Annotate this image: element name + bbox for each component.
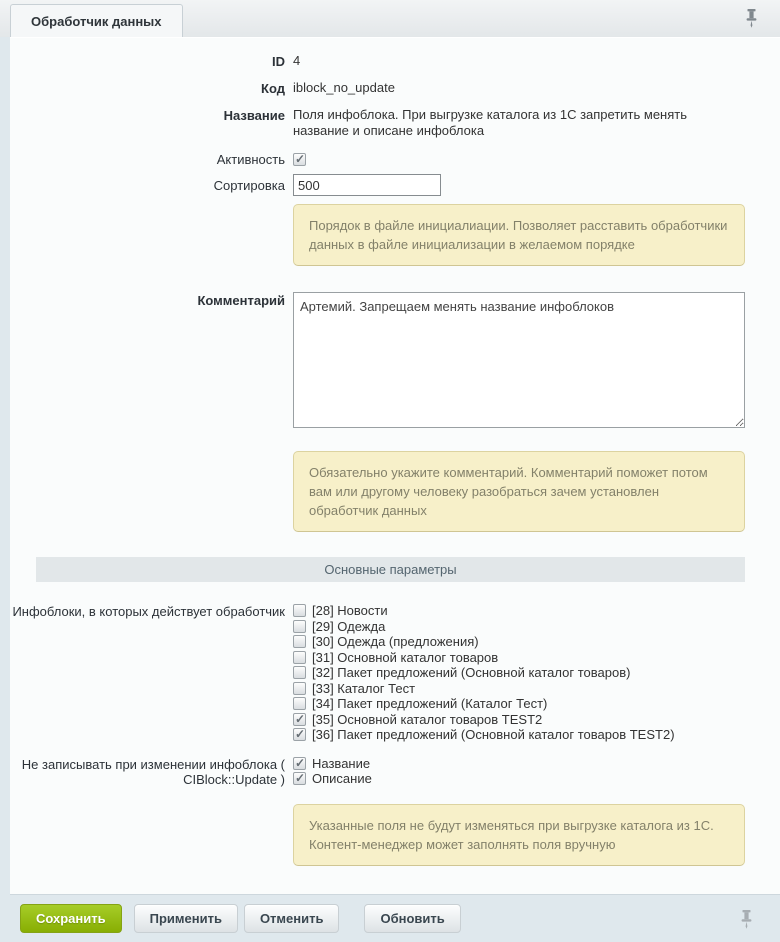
iblock-option [293,665,745,681]
field-row-code [10,80,780,96]
checkbox-label[interactable]: [32] Пакет предложений (Основной каталог товаров) [312,665,631,681]
no-update-option [293,756,745,772]
apply-button[interactable]: Применить [134,904,238,933]
note-row-comment [10,451,780,532]
checkbox[interactable] [293,635,306,648]
checkbox-label[interactable]: [33] Каталог Тест [312,680,416,696]
id-label: ID [272,54,285,69]
iblock-option [293,603,745,619]
sort-label: Сортировка [213,178,285,193]
iblock-option [293,619,745,635]
checkbox[interactable] [293,651,306,664]
tab-data-handler[interactable] [10,4,183,37]
code-label: Код [261,81,285,96]
checkbox-label[interactable]: Название [312,755,371,771]
field-row-no-update [10,756,780,788]
checkbox-label[interactable]: [36] Пакет предложений (Основной каталог товаров TEST2) [312,727,675,743]
iblock-option [293,681,745,697]
iblock-option [293,712,745,728]
checkbox[interactable] [293,620,306,633]
checkbox-label[interactable]: [35] Основной каталог товаров TEST2 [312,711,543,727]
checkbox[interactable] [293,697,306,710]
pin-icon[interactable] [740,910,753,932]
no-update-note: Указанные поля не будут изменяться при выгрузке каталога из 1С. Контент-менеджер может заполнять поля вручную [293,804,745,866]
iblock-option [293,634,745,650]
checkbox[interactable] [293,713,306,726]
checkbox[interactable] [293,772,306,785]
cancel-button[interactable]: Отменить [244,904,340,933]
comment-note: Обязательно укажите комментарий. Комментарий поможет потом вам или другому человеку разобраться зачем установлен обработчик данных [293,451,745,532]
iblocks-label: Инфоблоки, в которых действует обработчик [12,604,285,619]
note-row-sort [10,204,780,266]
note-row-no-update [10,804,780,866]
section-header-main-params: Основные параметры [36,557,745,582]
comment-textarea[interactable] [293,292,745,428]
iblock-option [293,727,745,743]
form-panel [10,37,780,895]
id-value: 4 [293,53,301,68]
no-update-option [293,771,745,787]
field-row-name [10,107,780,139]
tab-bar [0,0,780,37]
button-bar [0,904,780,933]
checkbox-label[interactable]: Описание [312,771,372,787]
active-label: Активность [216,152,285,167]
checkbox[interactable] [293,728,306,741]
checkbox[interactable] [293,757,306,770]
tab-label: Обработчик данных [31,14,162,29]
field-row-sort [10,174,780,196]
sort-note: Порядок в файле инициалиации. Позволяет расставить обработчики данных в файле инициализации в желаемом порядке [293,204,745,266]
checkbox-label[interactable]: [30] Одежда (предложения) [312,634,479,650]
checkbox[interactable] [293,604,306,617]
checkbox[interactable] [293,666,306,679]
no-update-checkbox-list [293,756,745,787]
no-update-label-line1: Не записывать при изменении инфоблока ( [21,756,285,772]
checkbox-label[interactable]: [34] Пакет предложений (Каталог Тест) [312,696,548,712]
iblock-checkbox-list [293,603,745,743]
name-label: Название [223,108,285,123]
field-row-id [10,53,780,69]
sort-input[interactable] [293,174,441,196]
name-value: Поля инфоблока. При выгрузке каталога из 1С запретить менять название и описане инфоблока [293,107,688,138]
pin-icon[interactable] [745,9,758,28]
field-row-iblocks [10,603,780,743]
checkbox-label[interactable]: [31] Основной каталог товаров [312,649,499,665]
save-button[interactable]: Сохранить [20,904,122,933]
checkbox-label[interactable]: [29] Одежда [312,618,386,634]
comment-label: Комментарий [197,293,285,308]
active-checkbox[interactable] [293,153,306,166]
refresh-button[interactable]: Обновить [364,904,460,933]
no-update-label-line2: CIBlock::Update ) [183,772,285,787]
checkbox[interactable] [293,682,306,695]
iblock-option [293,650,745,666]
field-row-active [10,151,780,167]
field-row-comment [10,292,780,431]
no-update-label [10,756,285,788]
iblock-option [293,696,745,712]
code-value: iblock_no_update [293,80,395,95]
checkbox-label[interactable]: [28] Новости [312,603,388,619]
